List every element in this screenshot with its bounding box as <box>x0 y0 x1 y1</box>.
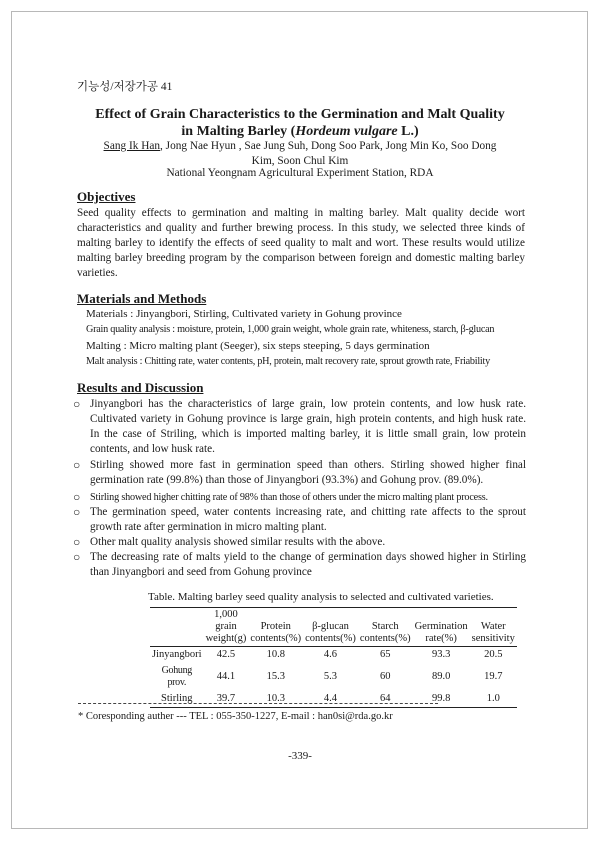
result-item <box>73 535 526 550</box>
methods-grain-analysis: Grain quality analysis : moisture, protein, 1,000 grain weight, whole grain rate, whiteness, starch, β-glucan <box>86 324 495 335</box>
objectives-text: Seed quality effects to germination and malting in malting barley. Malt quality decide wort characteristics and quality and further brewing process. In this study, we selected three kinds of malting barley to identify the effects of seed quality to malt and wort. These results would utilize malting barley breeding program by the comparison between foreign and domestic malting barley varieties. <box>77 207 525 279</box>
corresponding-author-footnote: * Coresponding auther --- TEL : 055-350-1227, E-mail : han0si@rda.go.kr <box>78 711 393 722</box>
table-cell: 5.3 <box>323 671 338 682</box>
circle-bullet-icon: ○ <box>73 535 81 549</box>
table-cell: Gohung prov. <box>161 665 192 688</box>
methods-malt-analysis: Malt analysis : Chitting rate, water contents, pH, protein, malt recovery rate, sprout growth rate, Friability <box>86 356 490 367</box>
table-header-cell: Germination rate(%) <box>414 621 468 644</box>
table-cell: 39.7 <box>216 693 236 704</box>
result-item <box>73 490 526 505</box>
table-cell: 4.6 <box>323 649 338 660</box>
quality-table <box>150 607 517 708</box>
result-text: Stirling showed higher chitting rate of 98% than those of others under the micro malting plant process. <box>90 492 488 503</box>
table-row <box>150 663 517 691</box>
table-cell: 93.3 <box>431 649 451 660</box>
result-item <box>73 458 526 488</box>
result-item <box>73 550 526 580</box>
authors-rest-line-1: , Jong Nae Hyun , Sae Jung Suh, Dong Soo Park, Jong Min Ko, Soo Dong <box>160 140 497 152</box>
corresponding-author: Sang Ik Han <box>103 140 161 152</box>
table-cell: 15.3 <box>266 671 285 682</box>
table-cell: 10.8 <box>266 649 285 660</box>
table-cell: 1.0 <box>486 693 500 704</box>
table-cell: Jinyangbori <box>152 649 202 660</box>
result-text: The germination speed, water contents increasing rate, and chitting rate affects to the sprout growth rate after germination in micro malting plant. <box>90 506 526 533</box>
table-cell: 10.3 <box>266 693 285 704</box>
title-suffix: L.) <box>397 124 419 139</box>
table-cell: Stirling <box>161 693 193 704</box>
table-header-cell: Protein contents(%) <box>250 621 302 644</box>
circle-bullet-icon: ○ <box>73 505 81 519</box>
table-header-row <box>150 608 517 647</box>
table-cell: 19.7 <box>484 671 503 682</box>
title-line-1: Effect of Grain Characteristics to the Germination and Malt Quality <box>95 107 505 122</box>
authors-rest-line-2: Kim, Soon Chul Kim <box>251 154 349 167</box>
table-row <box>150 647 517 664</box>
result-item <box>73 505 526 535</box>
methods-materials: Materials : Jinyangbori, Stirling, Cultivated variety in Gohung province <box>86 308 402 320</box>
result-text: Jinyangbori has the characteristics of large grain, low protein contents, and low husk rate. Cultivated variety in Gohung province is large grain, high protein contents, and high husk rate. In the case of Striling, which is imported malting barley, it is little small grain, low protein contents, and low husk rate. <box>90 398 526 455</box>
circle-bullet-icon: ○ <box>73 397 81 411</box>
result-text: Stirling showed more fast in germination speed than others. Stirling showed higher final germination rate (99.8%) than those of Jinyangbori (93.3%) and Gohung prov. (89.0%). <box>90 459 526 486</box>
result-text: Other malt quality analysis showed similar results with the above. <box>90 536 386 548</box>
table-header-cell: Water sensitivity <box>471 621 515 644</box>
result-item <box>73 397 526 457</box>
table-cell: 65 <box>379 649 391 660</box>
circle-bullet-icon: ○ <box>73 490 81 504</box>
table-header-cell <box>150 608 204 647</box>
table-cell: 4.4 <box>323 693 338 704</box>
page-number: -339- <box>288 750 312 762</box>
objectives-heading: Objectives <box>77 189 136 204</box>
table-cell: 99.8 <box>431 693 451 704</box>
footnote-divider <box>78 703 438 704</box>
title-line-2 <box>60 123 540 140</box>
methods-heading: Materials and Methods <box>77 291 207 306</box>
table-cell: 60 <box>379 671 391 682</box>
circle-bullet-icon: ○ <box>73 458 81 472</box>
table-caption: Table. Malting barley seed quality analysis to selected and cultivated varieties. <box>148 591 494 603</box>
circle-bullet-icon: ○ <box>73 550 81 564</box>
table-cell: 20.5 <box>484 649 503 660</box>
table-header-cell: 1,000 grain weight(g) <box>205 609 247 644</box>
table-header-cell: β-glucan contents(%) <box>305 621 356 644</box>
session-label: 기능성/저장가공 41 <box>77 81 173 93</box>
affiliation: National Yeongnam Agricultural Experiment Station, RDA <box>166 167 434 179</box>
table-cell: 89.0 <box>431 671 451 682</box>
results-heading: Results and Discussion <box>77 380 204 395</box>
species-name: Hordeum vulgare <box>295 124 398 139</box>
table-header-cell: Starch contents(%) <box>359 621 411 644</box>
result-text: The decreasing rate of malts yield to the change of germination days showed higher in Stirling than Jinyangbori and seed from Gohung province <box>90 551 526 578</box>
table-cell: 64 <box>379 693 391 704</box>
title-prefix: in Malting Barley ( <box>181 124 296 139</box>
methods-malting: Malting : Micro malting plant (Seeger), six steps steeping, 5 days germination <box>86 340 430 352</box>
table-cell: 42.5 <box>216 649 236 660</box>
table-row <box>150 691 517 708</box>
author-list <box>84 139 516 168</box>
table-cell: 44.1 <box>216 671 236 682</box>
